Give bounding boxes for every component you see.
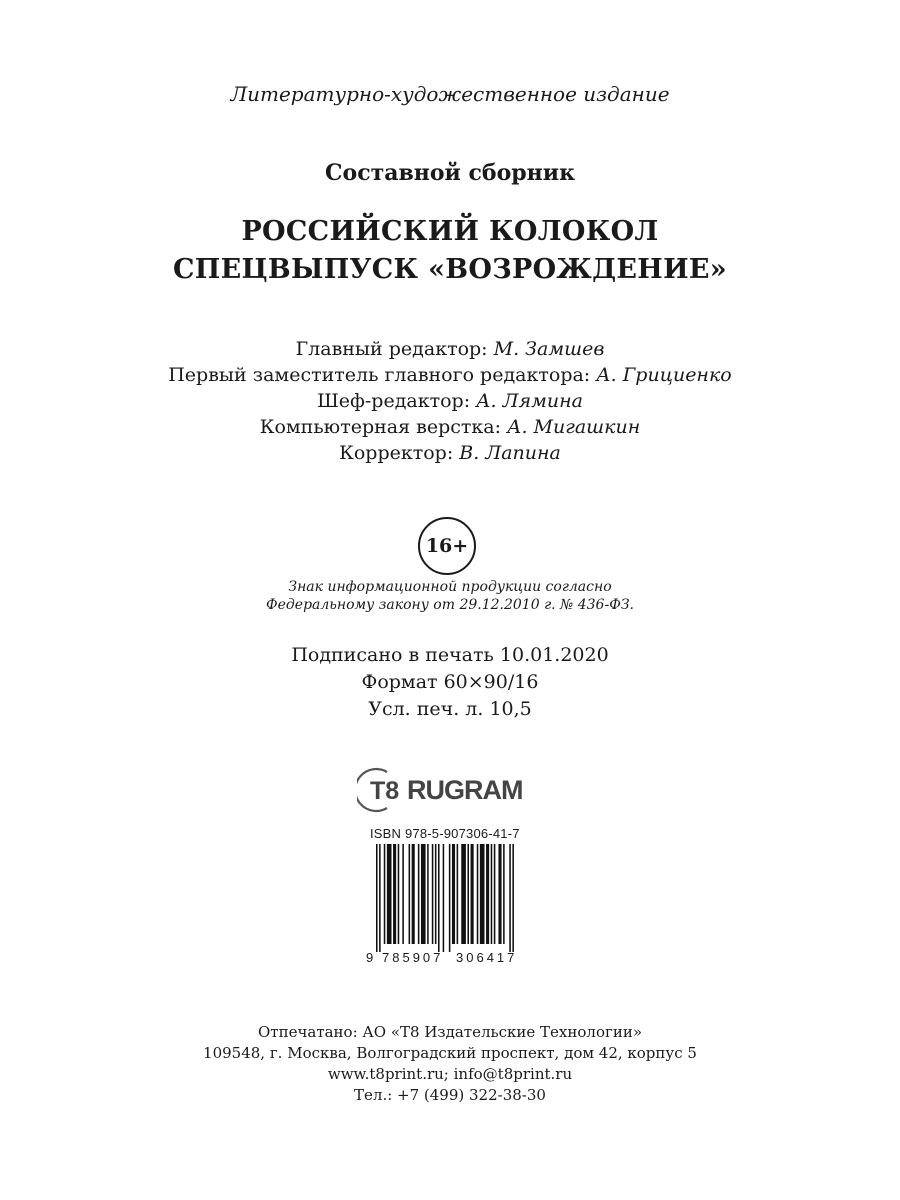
barcode-bar xyxy=(418,844,420,944)
credit-role: Главный редактор: xyxy=(295,338,494,360)
barcode-bar xyxy=(384,844,386,944)
credit-proofreader xyxy=(0,440,900,466)
barcode-bar xyxy=(467,844,469,944)
printer-phone: Тел.: +7 (499) 322-38-30 xyxy=(354,1086,546,1104)
genre-label: Литературно-художественное издание xyxy=(230,82,670,106)
barcode-bar xyxy=(503,844,505,944)
barcode-bar xyxy=(438,844,440,952)
t8-rugram-logo-icon xyxy=(357,766,537,814)
compilation-type: Составной сборник xyxy=(325,160,575,186)
printer-name: Отпечатано: АО «Т8 Издательские Технологии» xyxy=(257,1023,643,1041)
credit-name: А. Мигашкин xyxy=(507,416,641,438)
age-rating-note-line-1: Знак информационной продукции согласно xyxy=(288,579,612,595)
printer-web: www.t8print.ru; info@t8print.ru xyxy=(327,1065,573,1083)
barcode-bar xyxy=(393,844,396,944)
barcode-bar xyxy=(471,844,474,944)
print-sheets: Усл. печ. л. 10,5 xyxy=(368,698,532,720)
isbn-barcode xyxy=(364,842,534,967)
barcode-bar xyxy=(435,844,437,944)
barcode-bar xyxy=(457,844,459,944)
barcode-bar xyxy=(379,844,381,952)
age-rating-note-line-2: Федеральному закону от 29.12.2010 г. № 436-ФЗ. xyxy=(266,597,634,613)
barcode-left-digits: 785907 xyxy=(382,950,444,965)
credit-role: Корректор: xyxy=(339,442,460,464)
barcode-bar xyxy=(409,844,411,944)
barcode-right-digits: 306417 xyxy=(456,950,518,965)
isbn-label: ISBN 978-5-907306-41-7 xyxy=(370,826,520,841)
barcode-bar xyxy=(398,844,400,944)
credit-deputy-editor xyxy=(0,362,900,388)
barcode-bar xyxy=(461,844,466,944)
printer-address: 109548, г. Москва, Волгоградский проспект, дом 42, корпус 5 xyxy=(203,1044,697,1062)
logo-name: RUGRAM xyxy=(407,775,523,805)
barcode-bar xyxy=(421,844,426,944)
barcode-bar xyxy=(443,844,445,952)
barcode-bar xyxy=(449,844,451,952)
barcode-bar xyxy=(509,844,511,952)
barcode-bar xyxy=(432,844,434,944)
age-rating-badge: 16+ xyxy=(418,517,476,575)
credit-role: Первый заместитель главного редактора: xyxy=(168,364,597,386)
credit-name: А. Лямина xyxy=(476,390,583,412)
credit-layout xyxy=(0,414,900,440)
credit-name: А. Грициенко xyxy=(596,364,732,386)
barcode-bar xyxy=(486,844,489,944)
barcode-bar xyxy=(387,844,392,944)
barcode-bar xyxy=(494,844,496,944)
barcode-bar xyxy=(480,844,485,944)
credit-name: В. Лапина xyxy=(459,442,561,464)
book-title-line-1: РОССИЙСКИЙ КОЛОКОЛ xyxy=(241,216,659,247)
barcode-bar xyxy=(491,844,493,944)
credit-role: Шеф-редактор: xyxy=(317,390,477,412)
logo-mark: T8 xyxy=(370,777,400,805)
credit-chief-editor xyxy=(0,336,900,362)
barcode-bar xyxy=(402,844,404,944)
barcode-bar xyxy=(452,844,455,944)
credit-managing-editor xyxy=(0,388,900,414)
credit-name: М. Замшев xyxy=(493,338,605,360)
print-signed-date: Подписано в печать 10.01.2020 xyxy=(291,644,609,666)
barcode-first-digit: 9 xyxy=(366,950,374,965)
barcode-bar xyxy=(512,844,514,952)
barcode-bar xyxy=(498,844,501,944)
book-title-line-2: СПЕЦВЫПУСК «ВОЗРОЖДЕНИЕ» xyxy=(173,254,727,285)
credit-role: Компьютерная верстка: xyxy=(259,416,508,438)
barcode-bar xyxy=(376,844,378,952)
barcode-bar xyxy=(477,844,479,944)
barcode-bar xyxy=(412,844,415,944)
print-format: Формат 60×90/16 xyxy=(361,671,539,693)
barcode-bar xyxy=(427,844,429,944)
